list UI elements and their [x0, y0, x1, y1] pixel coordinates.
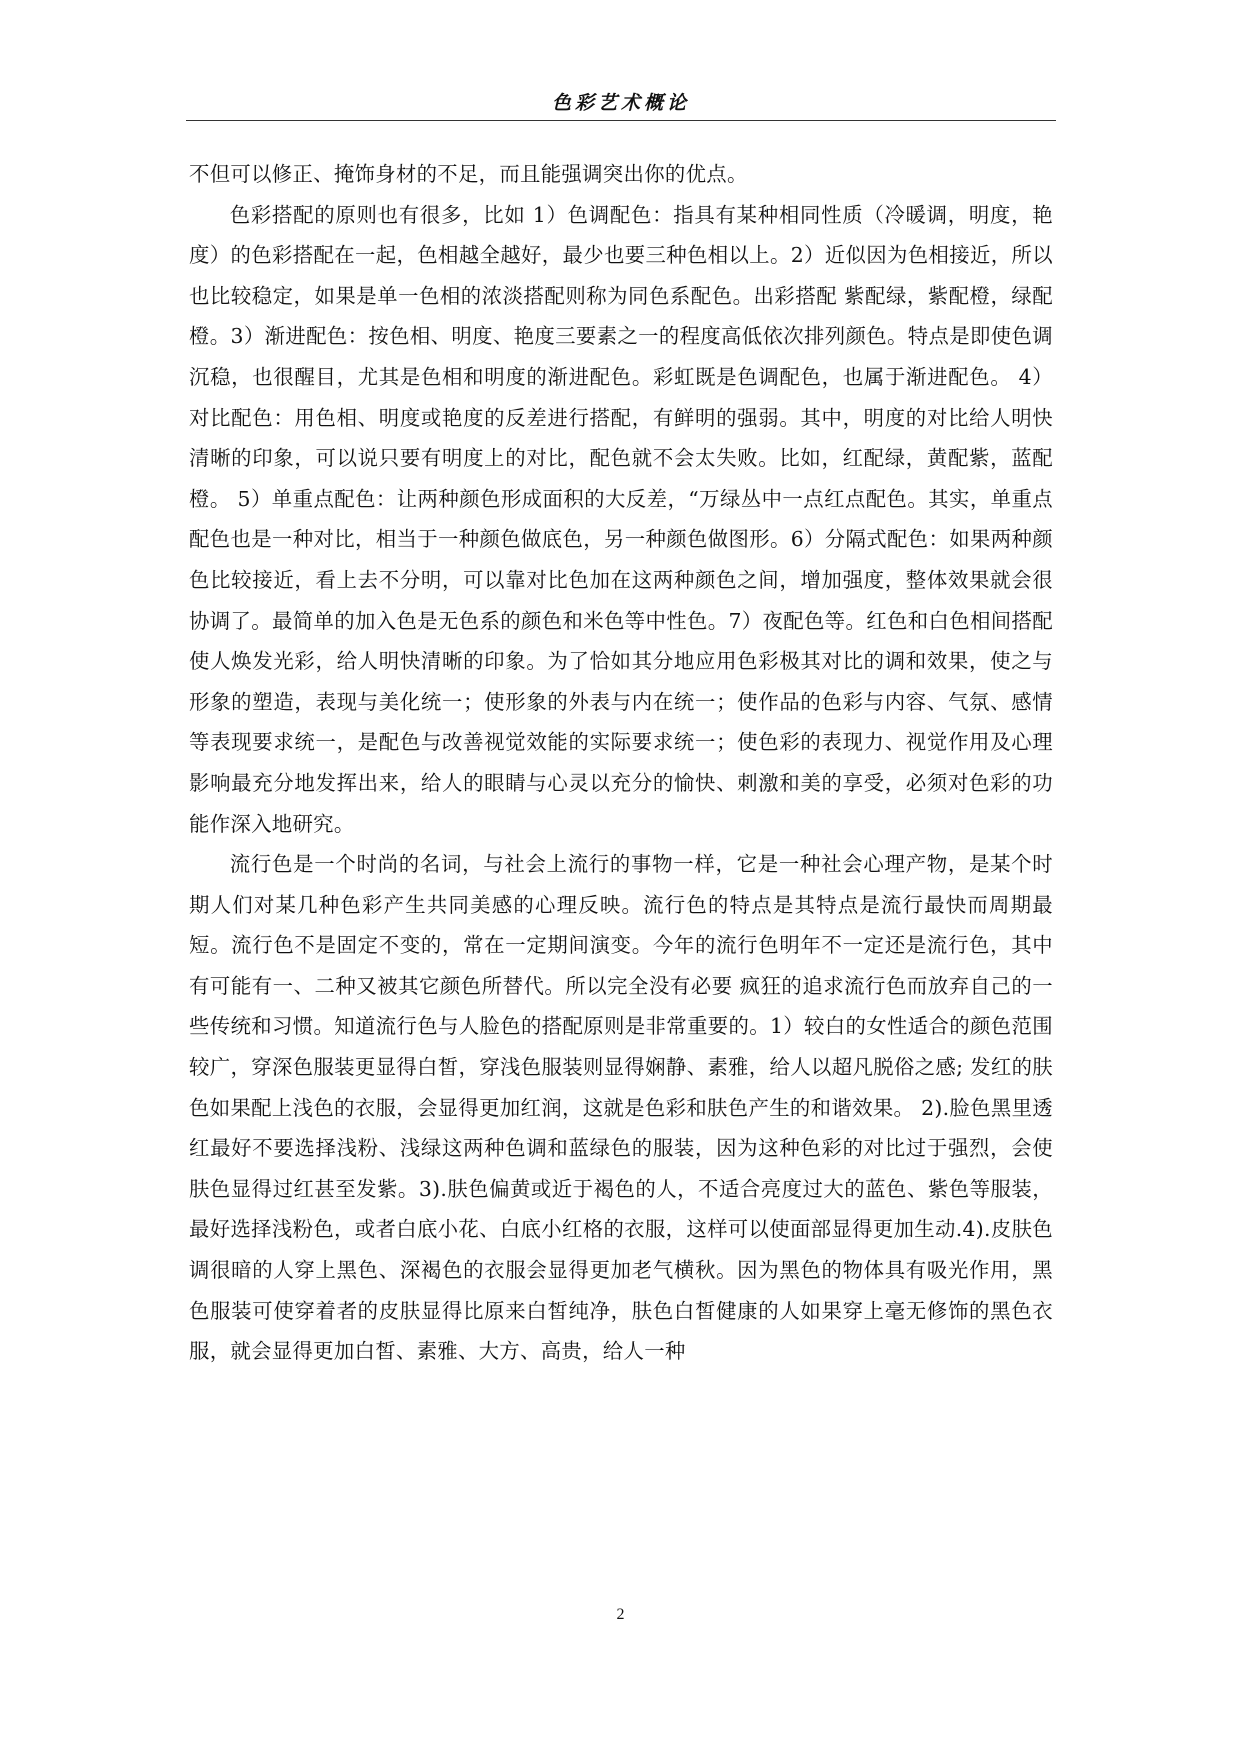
paragraph-color-matching-principles: 色彩搭配的原则也有很多，比如 1）色调配色：指具有某种相同性质（冷暖调，明度，艳度）的色彩搭配在一起，色相越全越好，最少也要三种色相以上。2）近似因为色相接近，所以也比较稳定，如果是单一色相的浓淡搭配则称为同色系配色。出彩搭配 紫配绿，紫配橙，绿配橙。3）渐进配色：按色相、明度、艳度三要素之一的程度高低依次排列颜色。特点是即使色调沉稳，也很醒目，尤其是色相和明度的渐进配色。彩虹既是色调配色，也属于渐进配色。 4）对比配色：用色相、明度或艳度的反差进行搭配，有鲜明的强弱。其中，明度的对比给人明快清晰的印象，可以说只要有明度上的对比，配色就不会太失败。比如，红配绿，黄配紫，蓝配橙。 5）单重点配色：让两种颜色形成面积的大反差，“万绿丛中一点红点配色。其实，单重点配色也是一种对比，相当于一种颜色做底色，另一种颜色做图形。6）分隔式配色：如果两种颜色比较接近，看上去不分明，可以靠对比色加在这两种颜色之间，增加强度，整体效果就会很协调了。最简单的加入色是无色系的颜色和米色等中性色。7）夜配色等。红色和白色相间搭配使人焕发光彩，给人明快清晰的印象。为了恰如其分地应用色彩极其对比的调和效果，使之与形象的塑造，表现与美化统一；使形象的外表与内在统一；使作品的色彩与内容、气氛、感情等表现要求统一，是配色与改善视觉效能的实际要求统一；使色彩的表现力、视觉作用及心理影响最充分地发挥出来，给人的眼睛与心灵以充分的愉快、刺激和美的享受，必须对色彩的功能作深入地研究。 — [189, 202, 1053, 836]
body-text — [189, 154, 1053, 1372]
header-title: 色彩艺术概论 — [551, 92, 690, 114]
page-number: 2 — [616, 1606, 625, 1623]
paragraph-trend-colors: 流行色是一个时尚的名词，与社会上流行的事物一样，它是一种社会心理产物，是某个时期人们对某几种色彩产生共同美感的心理反映。流行色的特点是其特点是流行最快而周期最短。流行色不是固定不变的，常在一定期间演变。今年的流行色明年不一定还是流行色，其中有可能有一、二种又被其它颜色所替代。所以完全没有必要 疯狂的追求流行色而放弃自己的一些传统和习惯。知道流行色与人脸色的搭配原则是非常重要的。1）较白的女性适合的颜色范围较广，穿深色服装更显得白皙，穿浅色服装则显得娴静、素雅，给人以超凡脱俗之感; 发红的肤色如果配上浅色的衣服，会显得更加红润，这就是色彩和肤色产生的和谐效果。 2).脸色黑里透红最好不要选择浅粉、浅绿这两种色调和蓝绿色的服装，因为这种色彩的对比过于强烈，会使肤色显得过红甚至发紫。3).肤色偏黄或近于褐色的人，不适合亮度过大的蓝色、紫色等服装，最好选择浅粉色，或者白底小花、白底小红格的衣服，这样可以使面部显得更加生动.4).皮肤色调很暗的人穿上黑色、深褐色的衣服会显得更加老气横秋。因为黑色的物体具有吸光作用，黑色服装可使穿着者的皮肤显得比原来白皙纯净，肤色白皙健康的人如果穿上毫无修饰的黑色衣服，就会显得更加白皙、素雅、大方、高贵，给人一种 — [189, 852, 1053, 1364]
page-header — [186, 86, 1056, 121]
paragraph-continuation: 不但可以修正、掩饰身材的不足，而且能强调突出你的优点。 — [189, 162, 748, 186]
